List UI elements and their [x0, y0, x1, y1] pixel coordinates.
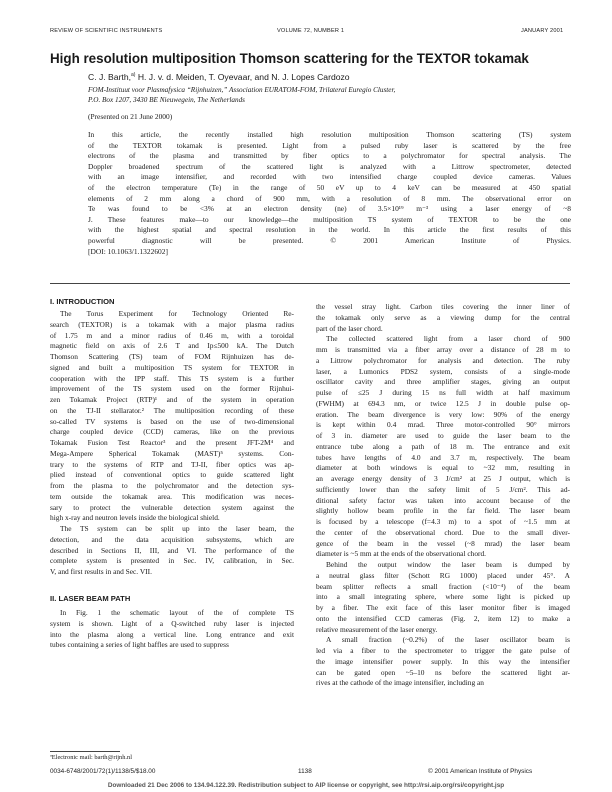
- text-line: ditional safety factor was taken into account because of the: [316, 495, 570, 505]
- text-line: electrons of the plasma and transmitted by fiber optics to a polychromator for spectral analysis. The: [88, 151, 571, 161]
- text-line: complete system is presented in Sec. IV, calibration, in Sec.: [50, 556, 294, 566]
- affiliation-line: P.O. Box 1207, 3430 BE Nieuwegein, The Netherlands: [88, 96, 245, 104]
- text-line: zen Tokamak Project (RTP)¹ and of the system in operation: [50, 395, 294, 404]
- text-line: of the electron temperature (Te) in the range of 50 eV up to 4 keV can be measured at 450 spatial: [88, 182, 571, 192]
- footnote-rule: [50, 751, 120, 752]
- text-line: of 3 in. diameter are used to guide the laser beam to the: [316, 431, 570, 440]
- text-line: J. These features make—to our knowledge—the multiposition TS system of TEXTOR to be the one: [88, 214, 571, 224]
- page-number: 1138: [298, 768, 312, 775]
- introduction-text: [50, 309, 294, 578]
- laser-beam-path-text: [50, 608, 294, 651]
- abstract: [88, 130, 571, 257]
- section-heading-laser-beam-path: II. LASER BEAM PATH: [50, 594, 131, 603]
- text-line: the tokamak only serve as a viewing dump for the central: [316, 312, 570, 322]
- text-line: [DOI: 10.1063/1.1322602]: [88, 246, 168, 256]
- text-line: described in Sections II, III, and VI. The performance of the: [50, 545, 294, 555]
- text-line: laser, a Lumonics PDS2 system, consists of a single-mode: [316, 366, 570, 376]
- text-line: high x-ray and neutron levels inside the biological shield.: [50, 513, 220, 523]
- text-line: Mega-Ampere Spherical Tokamak (MAST)⁵ systems. Con-: [50, 448, 294, 458]
- text-line: onto the intensified CCD cameras (Fig. 2, item 12) to make a: [316, 613, 570, 623]
- author-list: [88, 72, 350, 82]
- other-authors: H. J. v. d. Meiden, T. Oyevaar, and N. J. Lopes Cardozo: [135, 72, 350, 82]
- section-heading-introduction: I. INTRODUCTION: [50, 297, 115, 306]
- text-line: with an image intensifier, and recorded with two intensified charge coupled device cameras. Values: [88, 172, 571, 182]
- text-line: of the TEXTOR tokamak is presented. Light from a pulsed ruby laser is scattered by the free: [88, 140, 571, 150]
- text-line: elements of 2 mm along a chord of 900 mm, with a resolution of 8 mm. The observational error on: [88, 193, 571, 203]
- first-author: C. J. Barth,: [88, 72, 131, 82]
- text-line: entrance tube along a path of 18 m. The entrance and exit: [316, 441, 570, 451]
- text-line: Thomson Scattering (TS) team of FOM Rijnhuizen has de-: [50, 352, 294, 361]
- text-line: search (TEXTOR) is a tokamak with a major plasma radius: [50, 319, 294, 329]
- text-line: Doppler broadened spectrum of the scattered light is analyzed with a Littrow spectrometer, detected: [88, 161, 571, 171]
- text-line: detection, and the data acquisition subsystems, which are: [50, 534, 294, 544]
- text-line: relative measurement of the laser energy.: [316, 624, 438, 634]
- text-line: rives at the cathode of the image intensifier, including an: [316, 678, 484, 688]
- text-line: is focused by a telescope (f=4.3 m) to a spot of ~1.5 mm at: [316, 517, 570, 526]
- text-line: can be gated open ~5–10 ns before the scattered light ar-: [316, 667, 570, 677]
- text-line: a neutral glass filter (Schott RG 1000) placed under 45°. A: [316, 570, 570, 580]
- text-line: from the plasma to the polychromator and the detection sys-: [50, 481, 294, 490]
- right-column-text: [316, 302, 570, 689]
- affiliation-line: FOM-Instituut voor Plasmafysica “Rijnhuizen,” Association EURATOM-FOM, Trilateral Euregio Cluster,: [88, 86, 396, 94]
- text-line: eration. The beam divergence is very low: 90% of the energy: [316, 409, 570, 419]
- text-line: into the plasma along a vertical line. Long entrance and exit: [50, 629, 294, 639]
- publisher-copyright: © 2001 American Institute of Physics: [428, 768, 533, 775]
- issn-code: 0034-6748/2001/72(1)/1138/5/$18.00: [50, 768, 156, 775]
- text-line: sary to protect the vulnerable detection system against the: [50, 502, 294, 512]
- text-line: into a small integrating sphere, where some light is picked up: [316, 592, 570, 602]
- text-line: of 1.75 m and a minor radius of 0.46 m, with a toroidal: [50, 330, 294, 340]
- text-line: pulse of ≤25 J during 15 ns full width at half maximum: [316, 388, 570, 397]
- author-email-footnote: ªElectronic mail: barth@rijnh.nl: [50, 754, 133, 761]
- text-line: beam splitter reflects a small fraction (<10⁻⁴) of the beam: [316, 581, 570, 591]
- text-line: tem outside the tokamak area. This modification was neces-: [50, 491, 294, 501]
- text-line: magnetic field on axis of 2.6 T and Ip≤500 kA. The Dutch: [50, 341, 294, 351]
- text-line: so-called TV systems is based on the use of two-dimensional: [50, 416, 294, 426]
- text-line: charge coupled device (CCD) cameras, like on the previous: [50, 427, 294, 437]
- text-line: part of the laser chord.: [316, 323, 383, 333]
- text-line: tubes containing a series of light baffles are used to suppress: [50, 640, 229, 650]
- issue-date: JANUARY 2001: [521, 28, 564, 34]
- text-line: Behind the output window the laser beam is dumped by: [326, 560, 570, 569]
- text-line: on the TJ-II stellarator.² The multiposition recording of these: [50, 405, 294, 415]
- text-line: The TS system can be split up into the laser beam, the: [60, 524, 294, 533]
- text-line: The collected scattered light from a laser chord of 900: [326, 334, 570, 344]
- text-line: A small fraction (~0.2%) of the laser oscillator beam is: [326, 635, 570, 645]
- text-line: with the highest spatial and spectral resolution in the world. In this article the first results of this: [88, 225, 571, 235]
- text-line: Tokamak Fusion Test Reactor³ and the present JFT-2M⁴ and: [50, 438, 294, 447]
- section-divider: [50, 283, 570, 284]
- text-line: diameter at both windows is equal to ~32 mm, resulting in: [316, 463, 570, 473]
- text-line: trary to the systems of RTP and TJ-II, fiber optics was ap-: [50, 459, 294, 469]
- text-line: signed and built a multiposition TS system for TEXTOR in: [50, 362, 294, 372]
- text-line: a Littrow polychromator for analysis and detection. The ruby: [316, 355, 570, 365]
- presentation-date: (Presented on 21 June 2000): [88, 112, 173, 121]
- text-line: the vessel stray light. Carbon tiles covering the inner liner of: [316, 302, 570, 311]
- text-line: by a fiber. The exit face of this laser monitor fiber is imaged: [316, 603, 570, 612]
- text-line: In this article, the recently installed high resolution multiposition Thomson scattering (TS) system: [88, 130, 571, 139]
- volume-number: VOLUME 72, NUMBER 1: [277, 28, 345, 34]
- paper-title: High resolution multiposition Thomson scattering for the TEXTOR tokamak: [50, 51, 529, 66]
- text-line: tubes have lengths of 4.0 and 3.7 m, respectively. The beam: [316, 452, 570, 462]
- text-line: plied instead of conventional optics to guide scattered light: [50, 470, 294, 480]
- text-line: diameter is ~5 mm at the ends of the observational chord.: [316, 549, 487, 559]
- text-line: powerful diagnostic will be presented. © 2001 American Institute of Physics.: [88, 235, 571, 245]
- author-footnote-mark: a): [130, 72, 136, 79]
- journal-name: REVIEW OF SCIENTIFIC INSTRUMENTS: [50, 28, 163, 34]
- text-line: the center of the observational chord. Due to the small diver-: [316, 527, 570, 537]
- text-line: The Torus Experiment for Technology Oriented Re-: [60, 309, 294, 318]
- text-line: an average energy density of 3 J/cm² at 25 J output, which is: [316, 474, 570, 483]
- text-line: improvement of the TS system used on the former Rijnhui-: [50, 384, 294, 394]
- text-line: oscillator cavity and three amplifier stages, giving an output: [316, 377, 570, 387]
- text-line: the image intensifier power supply. In this way the intensifier: [316, 656, 570, 666]
- text-line: cooperation with the IPP staff. This TS system is a further: [50, 373, 294, 383]
- text-line: led via a fiber to the spectrometer to trigger the gate pulse of: [316, 646, 570, 655]
- text-line: In Fig. 1 the schematic layout of the of complete TS: [60, 608, 294, 617]
- text-line: (FWHM) at 694.3 nm, or twice 12.5 J in double pulse op-: [316, 398, 570, 408]
- text-line: is kept within 0.4 mrad. Three motor-controlled 90° mirrors: [316, 420, 570, 430]
- text-line: slightly hollow beam profile in the far field. The laser beam: [316, 506, 570, 516]
- download-notice: Downloaded 21 Dec 2006 to 134.94.122.39. Redistribution subject to AIP license or copyright, see http://rsi.aip.org/rsi/copyright.jsp: [107, 782, 505, 789]
- text-line: sufficiently lower than the safety limit of 5 J/cm². This ad-: [316, 484, 570, 494]
- text-line: system is shown. Light of a Q-switched ruby laser is injected: [50, 618, 294, 628]
- text-line: mm is transmitted via a fiber array over a distance of 28 m to: [316, 345, 570, 354]
- text-line: Te was found to be <3% at an electron density (ne) of 3.5×10¹⁹ m⁻³ using a laser energy of ~8: [88, 204, 571, 214]
- text-line: V, and first results in and Sec. VII.: [50, 567, 152, 576]
- text-line: gence of the beam in the vessel (~8 mrad) the laser beam: [316, 538, 570, 548]
